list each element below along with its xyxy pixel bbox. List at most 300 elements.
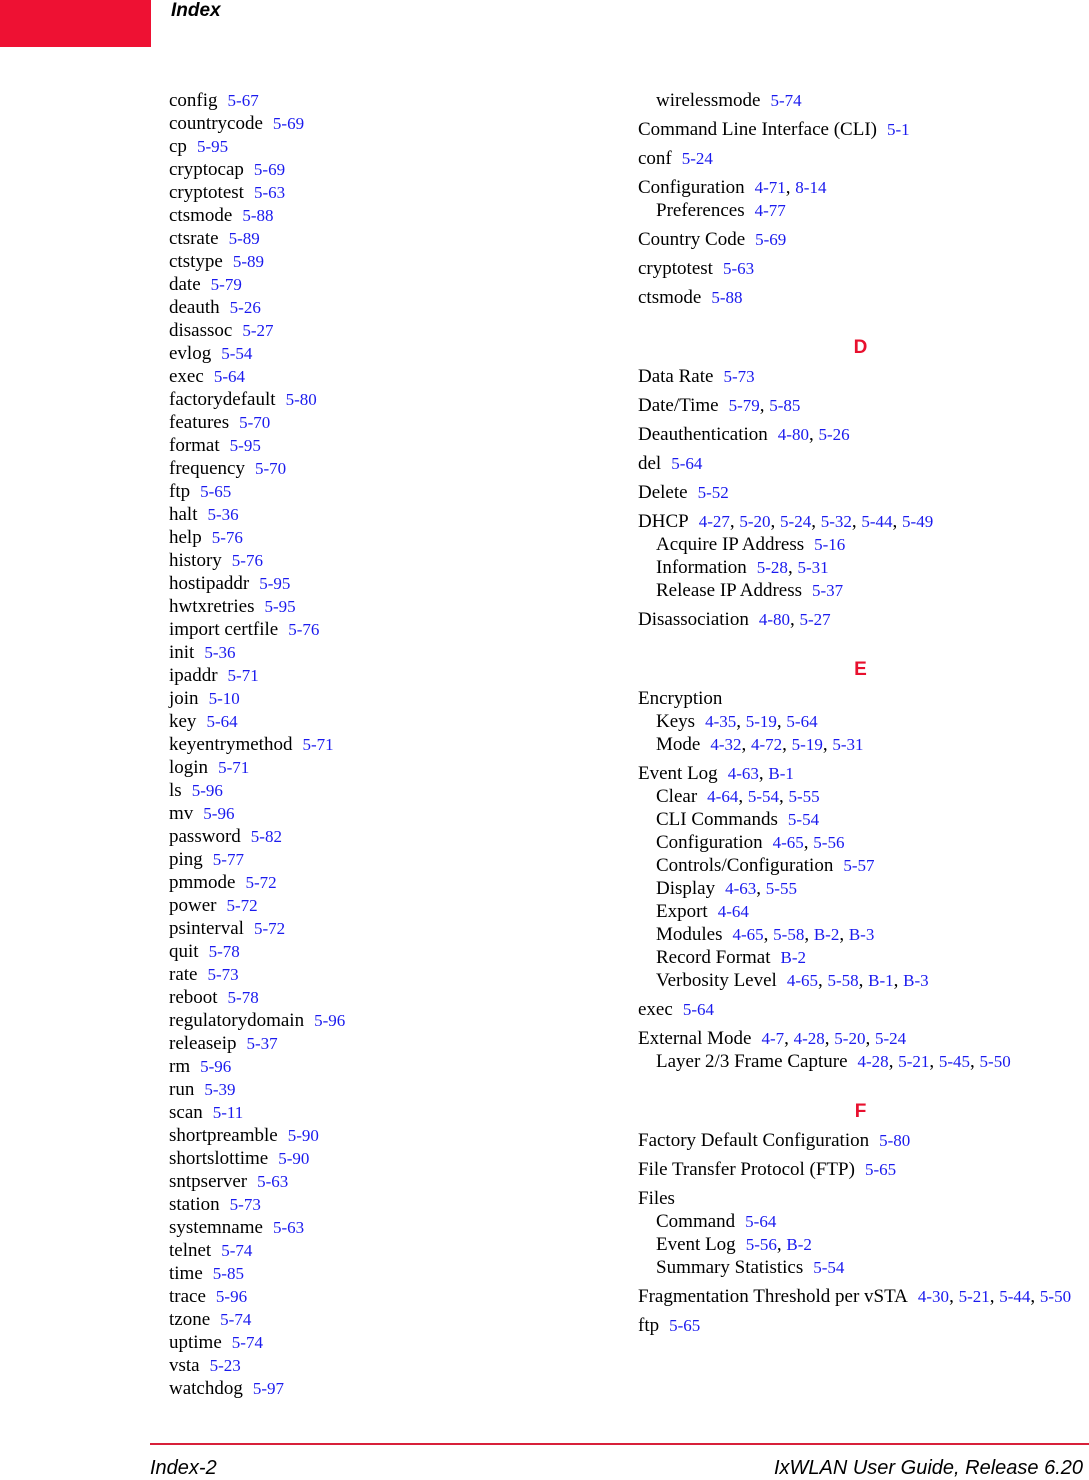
page-reference-link[interactable]: 5-69 <box>253 160 286 179</box>
page-reference-link[interactable]: 5-37 <box>812 581 844 600</box>
index-term: shortpreamble <box>169 1125 278 1146</box>
page-reference-link[interactable]: 5-89 <box>232 252 264 271</box>
page-reference-link[interactable]: 5-64 <box>213 367 245 386</box>
index-term: ls <box>169 780 182 801</box>
page-reference-link[interactable]: 5-76 <box>211 528 243 547</box>
page-reference-link[interactable]: 5-74 <box>221 1241 253 1260</box>
index-entry <box>638 89 1083 112</box>
page-reference-link[interactable]: 5-55 <box>765 879 797 898</box>
index-term: wirelessmode <box>656 90 761 111</box>
index-entry: Event Log 5-56, B-2 <box>656 1234 812 1255</box>
page-reference-link[interactable]: 5-72 <box>245 873 277 892</box>
index-entry <box>169 894 569 917</box>
index-term: config <box>169 90 218 111</box>
index-term: ftp <box>169 481 191 502</box>
index-entry <box>638 1158 1083 1181</box>
index-entry: Clear 4-64, 5-54, 5-55 <box>656 786 820 807</box>
page-reference-link[interactable]: 5-27 <box>799 610 831 629</box>
page-reference-link[interactable]: 5-90 <box>287 1126 319 1145</box>
index-entry <box>638 1210 1083 1233</box>
index-term: Factory Default Configuration <box>638 1130 870 1151</box>
page-reference-link[interactable]: 5-65 <box>669 1316 701 1335</box>
page-reference-link[interactable]: 5-44 <box>999 1287 1031 1306</box>
index-entry: Keys 4-35, 5-19, 5-64 <box>656 711 818 732</box>
index-entry <box>169 388 569 411</box>
page-reference-link[interactable]: 4-65 <box>772 833 804 852</box>
page-reference-link[interactable]: 5-24 <box>780 512 812 531</box>
index-entry <box>169 1377 569 1400</box>
page-reference-link[interactable]: 5-26 <box>229 298 261 317</box>
index-term: countrycode <box>169 113 263 134</box>
page-reference-link[interactable]: 4-30 <box>917 1287 950 1306</box>
page-reference-link[interactable]: 5-96 <box>215 1287 248 1306</box>
index-entry <box>169 549 569 572</box>
index-term: External Mode <box>638 1028 752 1049</box>
index-term: sntpserver <box>169 1171 248 1192</box>
page-reference-link[interactable]: 4-64 <box>717 902 749 921</box>
index-entry <box>638 452 1083 475</box>
index-term: Command Line Interface (CLI) <box>638 119 877 140</box>
index-term: Command <box>656 1211 736 1232</box>
index-term: Keys <box>656 711 696 732</box>
page-reference-link[interactable]: 5-58 <box>827 971 859 990</box>
page-reference-link[interactable]: 5-58 <box>773 925 805 944</box>
page-reference-link[interactable]: 5-80 <box>285 390 317 409</box>
page-reference-link[interactable]: 4-80 <box>758 610 790 629</box>
index-term: ping <box>169 849 203 870</box>
page-reference-link[interactable]: 5-73 <box>723 367 755 386</box>
page-reference-link[interactable]: 5-10 <box>208 689 240 708</box>
index-entry <box>638 1129 1083 1152</box>
page-reference-link[interactable]: 5-95 <box>259 574 291 593</box>
page-reference-link[interactable]: 5-49 <box>902 512 934 531</box>
index-entry <box>638 900 1083 923</box>
page-reference-link[interactable]: B-1 <box>868 971 894 990</box>
index-term: halt <box>169 504 198 525</box>
index-term: format <box>169 435 220 456</box>
page-reference-link[interactable]: 5-69 <box>272 114 305 133</box>
page-reference-link[interactable]: 5-54 <box>787 810 820 829</box>
page-reference-link[interactable]: 5-44 <box>861 512 893 531</box>
page-reference-link[interactable]: 5-55 <box>788 787 820 806</box>
index-term: ftp <box>638 1315 660 1336</box>
page-reference-link[interactable]: B-1 <box>768 764 794 783</box>
index-term: Release IP Address <box>656 580 802 601</box>
page-reference-link[interactable]: 5-72 <box>226 896 258 915</box>
footer-document-title: IxWLAN User Guide, Release 6.20 <box>773 1457 1083 1479</box>
index-term: Display <box>656 878 716 899</box>
index-entry <box>169 250 569 273</box>
index-entry <box>169 986 569 1009</box>
index-term: Data Rate <box>638 366 714 387</box>
index-term: Event Log <box>656 1234 736 1255</box>
page-reference-link[interactable]: 5-54 <box>221 344 253 363</box>
index-entry: Mode 4-32, 4-72, 5-19, 5-31 <box>656 734 864 755</box>
page-reference-link[interactable]: 5-56 <box>745 1235 777 1254</box>
page-reference-link[interactable]: 5-24 <box>681 149 713 168</box>
page-reference-link[interactable]: 5-23 <box>209 1356 241 1375</box>
page-reference-link[interactable]: 5-54 <box>813 1258 845 1277</box>
page-reference-link[interactable]: 5-96 <box>200 1057 232 1076</box>
page-reference-link[interactable]: 5-88 <box>242 206 274 225</box>
index-term: key <box>169 711 197 732</box>
index-entry <box>169 1147 569 1170</box>
index-term: evlog <box>169 343 212 364</box>
page-reference-link[interactable]: 5-96 <box>314 1011 346 1030</box>
index-term: hwtxretries <box>169 596 255 617</box>
index-entry <box>169 181 569 204</box>
index-term: Layer 2/3 Frame Capture <box>656 1051 848 1072</box>
page-reference-link[interactable]: 5-67 <box>227 91 259 110</box>
index-entry <box>169 963 569 986</box>
index-term: psinterval <box>169 918 244 939</box>
page-reference-link[interactable]: 5-27 <box>242 321 274 340</box>
index-entry <box>169 1032 569 1055</box>
index-entry <box>638 257 1083 280</box>
page-reference-link[interactable]: 5-64 <box>671 454 703 473</box>
page-reference-link[interactable]: 5-97 <box>252 1379 285 1398</box>
page-reference-link[interactable]: B-2 <box>780 948 807 967</box>
page-reference-link[interactable]: 5-85 <box>212 1264 244 1283</box>
index-term: login <box>169 757 209 778</box>
page-reference-link[interactable]: 4-63 <box>727 764 759 783</box>
page-reference-link[interactable]: 5-89 <box>228 229 260 248</box>
index-entry <box>169 1354 569 1377</box>
index-entry <box>169 572 569 595</box>
index-entry <box>169 1331 569 1354</box>
section-letter-heading: E <box>854 659 867 680</box>
page-reference-link[interactable]: 5-50 <box>979 1052 1011 1071</box>
page-reference-link[interactable]: 5-64 <box>786 712 818 731</box>
index-term: run <box>169 1079 195 1100</box>
index-term: exec <box>169 366 204 387</box>
index-entry <box>169 825 569 848</box>
page-reference-link[interactable]: 4-63 <box>725 879 757 898</box>
page-reference-link[interactable]: 5-78 <box>227 988 259 1007</box>
index-term: conf <box>638 148 672 169</box>
page-reference-link[interactable]: 8-14 <box>795 178 827 197</box>
page-reference-link[interactable]: 5-54 <box>747 787 779 806</box>
page-reference-link[interactable]: 5-78 <box>208 942 240 961</box>
index-entry <box>638 1187 1083 1210</box>
index-term: Controls/Configuration <box>656 855 834 876</box>
page-reference-link[interactable]: 4-65 <box>732 925 764 944</box>
index-term: frequency <box>169 458 245 479</box>
index-term: telnet <box>169 1240 212 1261</box>
page-reference-link[interactable]: 5-21 <box>898 1052 930 1071</box>
page-reference-link[interactable]: 5-96 <box>191 781 223 800</box>
index-term: password <box>169 826 241 847</box>
index-entry <box>169 365 569 388</box>
page-reference-link[interactable]: 5-39 <box>204 1080 236 1099</box>
index-entry <box>169 687 569 710</box>
index-term: join <box>169 688 199 709</box>
index-term: regulatorydomain <box>169 1010 305 1031</box>
index-entry <box>169 89 569 112</box>
index-term: ctsrate <box>169 228 219 249</box>
page-reference-link[interactable]: 5-26 <box>818 425 850 444</box>
page-reference-link[interactable]: 5-76 <box>288 620 320 639</box>
page-reference-link[interactable]: 5-95 <box>264 597 296 616</box>
index-term: disassoc <box>169 320 233 341</box>
index-entry: DHCP 4-27, 5-20, 5-24, 5-32, 5-44, 5-49 <box>638 511 934 532</box>
index-entry: Display 4-63, 5-55 <box>656 878 797 899</box>
index-term: Acquire IP Address <box>656 534 805 555</box>
page-reference-link[interactable]: 4-27 <box>698 512 730 531</box>
index-term: reboot <box>169 987 218 1008</box>
page-reference-link[interactable]: 5-73 <box>229 1195 261 1214</box>
index-entry <box>169 1055 569 1078</box>
page-reference-link[interactable]: 5-57 <box>843 856 875 875</box>
index-term: File Transfer Protocol (FTP) <box>638 1159 855 1180</box>
index-entry <box>638 808 1083 831</box>
index-term: Modules <box>656 924 723 945</box>
page-reference-link[interactable]: 4-35 <box>705 712 737 731</box>
index-entry <box>169 1262 569 1285</box>
index-term: Country Code <box>638 229 746 250</box>
page-reference-link[interactable]: 5-52 <box>697 483 729 502</box>
index-term: rate <box>169 964 198 985</box>
page-reference-link[interactable]: 5-31 <box>797 558 829 577</box>
page-reference-link[interactable]: 5-79 <box>210 275 242 294</box>
page-reference-link[interactable]: 5-31 <box>832 735 864 754</box>
index-entry <box>638 147 1083 170</box>
index-entry <box>638 481 1083 504</box>
page-reference-link[interactable]: 5-85 <box>769 396 801 415</box>
index-term: Export <box>656 901 708 922</box>
index-entry <box>169 1239 569 1262</box>
index-term: init <box>169 642 195 663</box>
page-reference-link[interactable]: 5-20 <box>739 512 771 531</box>
page-reference-link[interactable]: 5-95 <box>229 436 261 455</box>
index-term: help <box>169 527 202 548</box>
page-reference-link[interactable]: 5-71 <box>302 735 334 754</box>
page-reference-link[interactable]: 5-71 <box>218 758 250 777</box>
index-entry <box>169 480 569 503</box>
index-entry <box>169 296 569 319</box>
index-term: rm <box>169 1056 191 1077</box>
index-entry <box>169 664 569 687</box>
index-entry <box>169 457 569 480</box>
page-reference-link[interactable]: 5-36 <box>207 505 239 524</box>
page-reference-link[interactable]: 5-45 <box>938 1052 971 1071</box>
index-entry <box>638 199 1083 222</box>
index-column-right <box>638 89 1083 1337</box>
index-term: Information <box>656 557 747 578</box>
page-reference-link[interactable]: 5-64 <box>206 712 238 731</box>
index-term: pmmode <box>169 872 236 893</box>
index-column-left <box>169 89 569 1400</box>
index-entry <box>638 533 1083 556</box>
page-reference-link[interactable]: 5-64 <box>745 1212 777 1231</box>
index-term: Delete <box>638 482 688 503</box>
index-term: Event Log <box>638 763 718 784</box>
index-term: Verbosity Level <box>656 970 777 991</box>
index-entry: Information 5-28, 5-31 <box>656 557 829 578</box>
index-entry: Fragmentation Threshold per vSTA 4-30, 5-21, 5-44, 5-50 <box>638 1286 1072 1307</box>
page-reference-link[interactable]: 4-28 <box>857 1052 889 1071</box>
page-reference-link[interactable]: 5-50 <box>1039 1287 1072 1306</box>
index-entry: Modules 4-65, 5-58, B-2, B-3 <box>656 924 875 945</box>
index-term: import certfile <box>169 619 279 640</box>
page-reference-link[interactable]: 5-21 <box>958 1287 990 1306</box>
page-reference-link[interactable]: 4-77 <box>754 201 786 220</box>
page-reference-link[interactable]: 5-16 <box>814 535 846 554</box>
page-reference-link[interactable]: 5-70 <box>239 413 271 432</box>
page-reference-link[interactable]: 5-70 <box>254 459 287 478</box>
index-term: Disassociation <box>638 609 749 630</box>
page-reference-link[interactable]: 5-20 <box>834 1029 866 1048</box>
index-term: cryptotest <box>169 182 244 203</box>
index-entry <box>169 710 569 733</box>
index-entry <box>169 756 569 779</box>
page-reference-link[interactable]: 5-69 <box>755 230 787 249</box>
index-term: hostipaddr <box>169 573 250 594</box>
page-reference-link[interactable]: 5-28 <box>756 558 788 577</box>
index-entry <box>169 273 569 296</box>
index-entry <box>169 135 569 158</box>
index-entry <box>638 1314 1083 1337</box>
index-term: tzone <box>169 1309 211 1330</box>
index-term: ctsmode <box>638 287 702 308</box>
page-reference-link[interactable]: 4-7 <box>761 1029 785 1048</box>
index-entry <box>169 917 569 940</box>
index-term: Fragmentation Threshold per vSTA <box>638 1286 908 1307</box>
page-reference-link[interactable]: 5-65 <box>200 482 232 501</box>
index-term: systemname <box>169 1217 263 1238</box>
index-entry <box>638 946 1083 969</box>
index-entry <box>169 1078 569 1101</box>
index-term: DHCP <box>638 511 689 532</box>
page-reference-link[interactable]: 5-74 <box>220 1310 252 1329</box>
index-entry: External Mode 4-7, 4-28, 5-20, 5-24 <box>638 1028 907 1049</box>
page-reference-link[interactable]: 5-19 <box>791 735 823 754</box>
index-entry <box>638 365 1083 388</box>
index-entry <box>169 1285 569 1308</box>
index-entry: Configuration 4-71, 8-14 <box>638 177 827 198</box>
page-reference-link[interactable]: 5-36 <box>204 643 236 662</box>
page-reference-link[interactable]: 4-28 <box>793 1029 825 1048</box>
index-term: features <box>169 412 230 433</box>
index-term: exec <box>638 999 673 1020</box>
index-term: Record Format <box>656 947 771 968</box>
index-term: time <box>169 1263 203 1284</box>
page-reference-link[interactable]: 5-63 <box>272 1218 305 1237</box>
page-reference-link[interactable]: 5-80 <box>879 1131 911 1150</box>
index-entry <box>638 228 1083 251</box>
index-entry: Layer 2/3 Frame Capture 4-28, 5-21, 5-45, 5-50 <box>656 1051 1011 1072</box>
index-entry: Disassociation 4-80, 5-27 <box>638 609 831 630</box>
page-reference-link[interactable]: 5-95 <box>196 137 229 156</box>
index-term: Files <box>638 1188 675 1209</box>
index-term: shortslottime <box>169 1148 269 1169</box>
page-reference-link[interactable]: 5-63 <box>722 259 755 278</box>
page-reference-link[interactable]: 5-77 <box>212 850 244 869</box>
page-reference-link[interactable]: 5-79 <box>728 396 760 415</box>
page-reference-link[interactable]: 4-71 <box>754 178 786 197</box>
page-reference-link[interactable]: 5-74 <box>231 1333 263 1352</box>
page-reference-link[interactable]: 4-32 <box>710 735 742 754</box>
index-term: Configuration <box>656 832 763 853</box>
index-entry: Verbosity Level 4-65, 5-58, B-1, B-3 <box>656 970 929 991</box>
page-reference-link[interactable]: 5-19 <box>745 712 777 731</box>
page-reference-link[interactable]: 5-11 <box>212 1103 244 1122</box>
page-reference-link[interactable]: 5-24 <box>874 1029 907 1048</box>
page-reference-link[interactable]: 4-64 <box>707 787 739 806</box>
page-reference-link[interactable]: 5-73 <box>207 965 239 984</box>
index-term: Clear <box>656 786 698 807</box>
page-reference-link[interactable]: B-2 <box>813 925 840 944</box>
index-entry <box>638 1256 1083 1279</box>
page-reference-link[interactable]: B-2 <box>786 1235 812 1254</box>
index-entry: Event Log 4-63, B-1 <box>638 763 794 784</box>
index-entry <box>169 526 569 549</box>
page-reference-link[interactable]: 5-32 <box>820 512 852 531</box>
index-entry <box>638 998 1083 1021</box>
index-term: Encryption <box>638 688 723 709</box>
index-entry <box>638 286 1083 309</box>
index-entry <box>169 940 569 963</box>
index-term: date <box>169 274 201 295</box>
index-entry <box>169 1124 569 1147</box>
page-reference-link[interactable]: 4-65 <box>786 971 818 990</box>
index-term: factorydefault <box>169 389 276 410</box>
index-term: Preferences <box>656 200 745 221</box>
page-reference-link[interactable]: 5-65 <box>864 1160 897 1179</box>
index-term: Configuration <box>638 177 745 198</box>
page-reference-link[interactable]: 5-90 <box>278 1149 310 1168</box>
index-entry: Date/Time 5-79, 5-85 <box>638 395 801 416</box>
page-reference-link[interactable]: 4-72 <box>751 735 783 754</box>
page-reference-link[interactable]: 5-96 <box>203 804 235 823</box>
footer-page-number: Index-2 <box>150 1457 217 1479</box>
page-reference-link[interactable]: 5-64 <box>682 1000 714 1019</box>
index-term: cryptocap <box>169 159 244 180</box>
index-term: keyentrymethod <box>169 734 293 755</box>
page-reference-link[interactable]: 5-71 <box>227 666 259 685</box>
page-reference-link[interactable]: 5-74 <box>770 91 802 110</box>
page-reference-link[interactable]: 5-56 <box>813 833 845 852</box>
section-letter-heading: D <box>853 337 868 358</box>
index-entry <box>169 1101 569 1124</box>
page-reference-link[interactable]: B-3 <box>848 925 875 944</box>
index-term: CLI Commands <box>656 809 778 830</box>
page-reference-link[interactable]: 4-80 <box>777 425 809 444</box>
page-reference-link[interactable]: 5-63 <box>257 1172 289 1191</box>
index-term: quit <box>169 941 199 962</box>
header-red-tab <box>0 0 151 47</box>
page-reference-link[interactable]: 5-82 <box>250 827 282 846</box>
index-entry <box>169 204 569 227</box>
page-reference-link[interactable]: 5-63 <box>253 183 286 202</box>
page-reference-link[interactable]: 5-1 <box>886 120 910 139</box>
index-entry <box>169 848 569 871</box>
page-reference-link[interactable]: B-3 <box>903 971 929 990</box>
index-term: trace <box>169 1286 206 1307</box>
index-term: scan <box>169 1102 203 1123</box>
index-entry <box>169 733 569 756</box>
index-term: watchdog <box>169 1378 243 1399</box>
page-reference-link[interactable]: 5-88 <box>711 288 743 307</box>
index-term: cryptotest <box>638 258 713 279</box>
index-entry <box>169 342 569 365</box>
page-reference-link[interactable]: 5-72 <box>253 919 286 938</box>
page-reference-link[interactable]: 5-37 <box>246 1034 278 1053</box>
index-entry <box>638 687 1083 710</box>
page-reference-link[interactable]: 5-76 <box>231 551 263 570</box>
index-entry <box>169 618 569 641</box>
index-term: Summary Statistics <box>656 1257 804 1278</box>
